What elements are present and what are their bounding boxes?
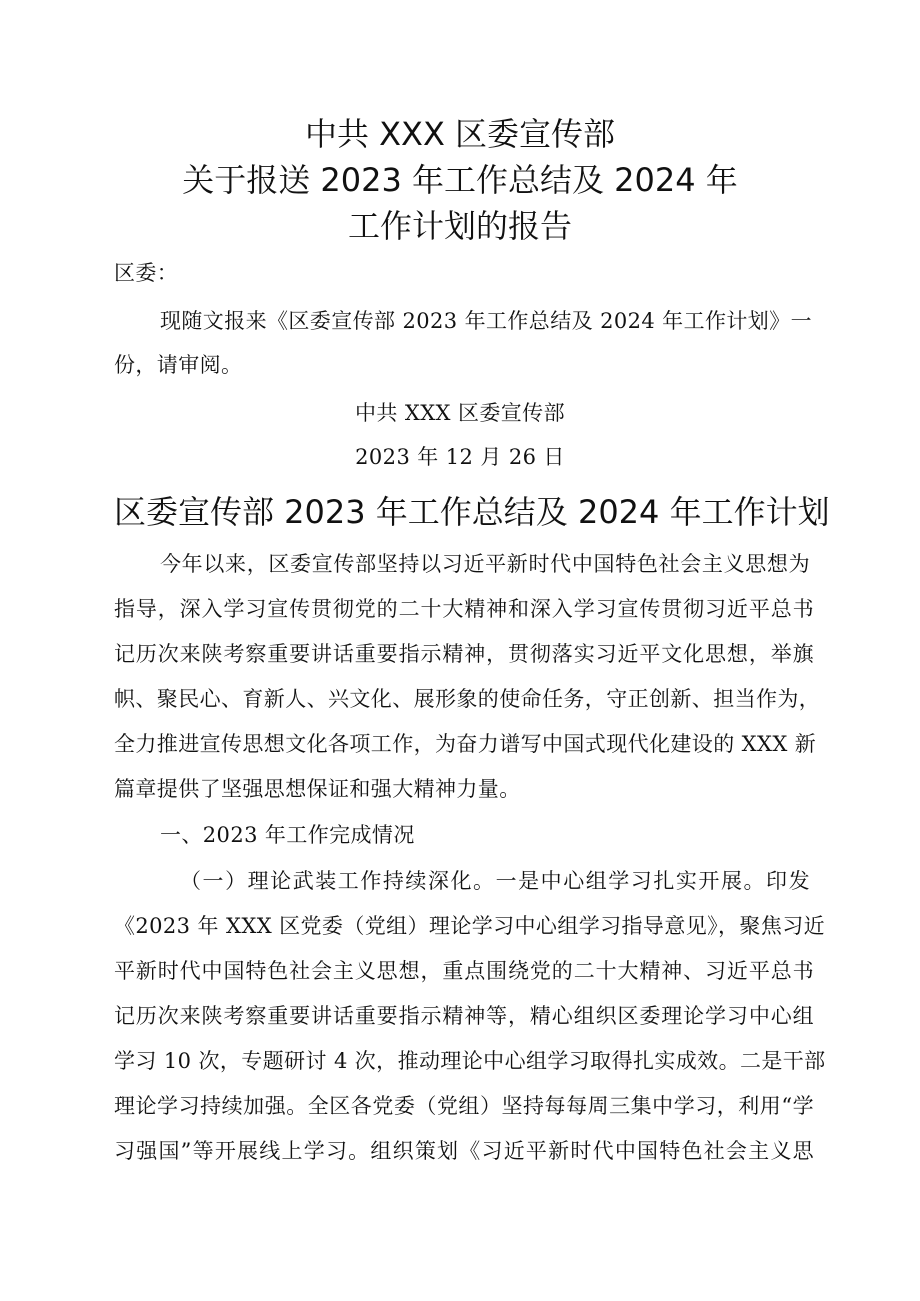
paragraph-line: 《2023 年 XXX 区党委（党组）理论学习中心组学习指导意见》，聚焦习近 xyxy=(114,914,826,938)
summary-title: 区委宣传部 2023 年工作总结及 2024 年工作计划 xyxy=(114,493,830,531)
report-title-line-3: 工作计划的报告 xyxy=(347,207,572,245)
signature-date: 2023 年 12 月 26 日 xyxy=(355,445,565,469)
paragraph-line: 记历次来陕考察重要讲话重要指示精神，贯彻落实习近平文化思想，举旗 xyxy=(114,642,814,666)
report-title-line-1: 中共 XXX 区委宣传部 xyxy=(304,115,616,153)
paragraph-line: 指导，深入学习宣传贯彻党的二十大精神和深入学习宣传贯彻习近平总书 xyxy=(114,597,814,621)
paragraph-line: 记历次来陕考察重要讲话重要指示精神等，精心组织区委理论学习中心组 xyxy=(114,1004,814,1028)
paragraph-line: 理论学习持续加强。全区各党委（党组）坚持每每周三集中学习，利用“学 xyxy=(114,1094,814,1118)
salutation: 区委： xyxy=(114,261,179,285)
paragraph-line: （一）理论武装工作持续深化。一是中心组学习扎实开展。印发 xyxy=(180,869,810,893)
paragraph-line: 篇章提供了坚强思想保证和强大精神力量。 xyxy=(114,777,521,801)
section-heading: 一、2023 年工作完成情况 xyxy=(160,823,415,847)
signature-organization: 中共 XXX 区委宣传部 xyxy=(354,401,565,425)
report-body-line: 现随文报来《区委宣传部 2023 年工作总结及 2024 年工作计划》一 xyxy=(160,309,812,333)
paragraph-line: 今年以来，区委宣传部坚持以习近平新时代中国特色社会主义思想为 xyxy=(160,552,810,576)
paragraph-line: 全力推进宣传思想文化各项工作，为奋力谱写中国式现代化建设的 XXX 新 xyxy=(114,732,817,756)
paragraph-line: 帜、聚民心、育新人、兴文化、展形象的使命任务，守正创新、担当作为， xyxy=(114,687,821,711)
paragraph-line: 平新时代中国特色社会主义思想，重点围绕党的二十大精神、习近平总书 xyxy=(114,959,814,983)
report-title-line-2: 关于报送 2023 年工作总结及 2024 年 xyxy=(182,161,738,199)
paragraph-line: 学习 10 次，专题研讨 4 次，推动理论中心组学习取得扎实成效。二是干部 xyxy=(114,1049,826,1073)
report-body-line: 份，请审阅。 xyxy=(114,353,243,377)
paragraph-line: 习强国”等开展线上学习。组织策划《习近平新时代中国特色社会主义思 xyxy=(114,1139,814,1163)
